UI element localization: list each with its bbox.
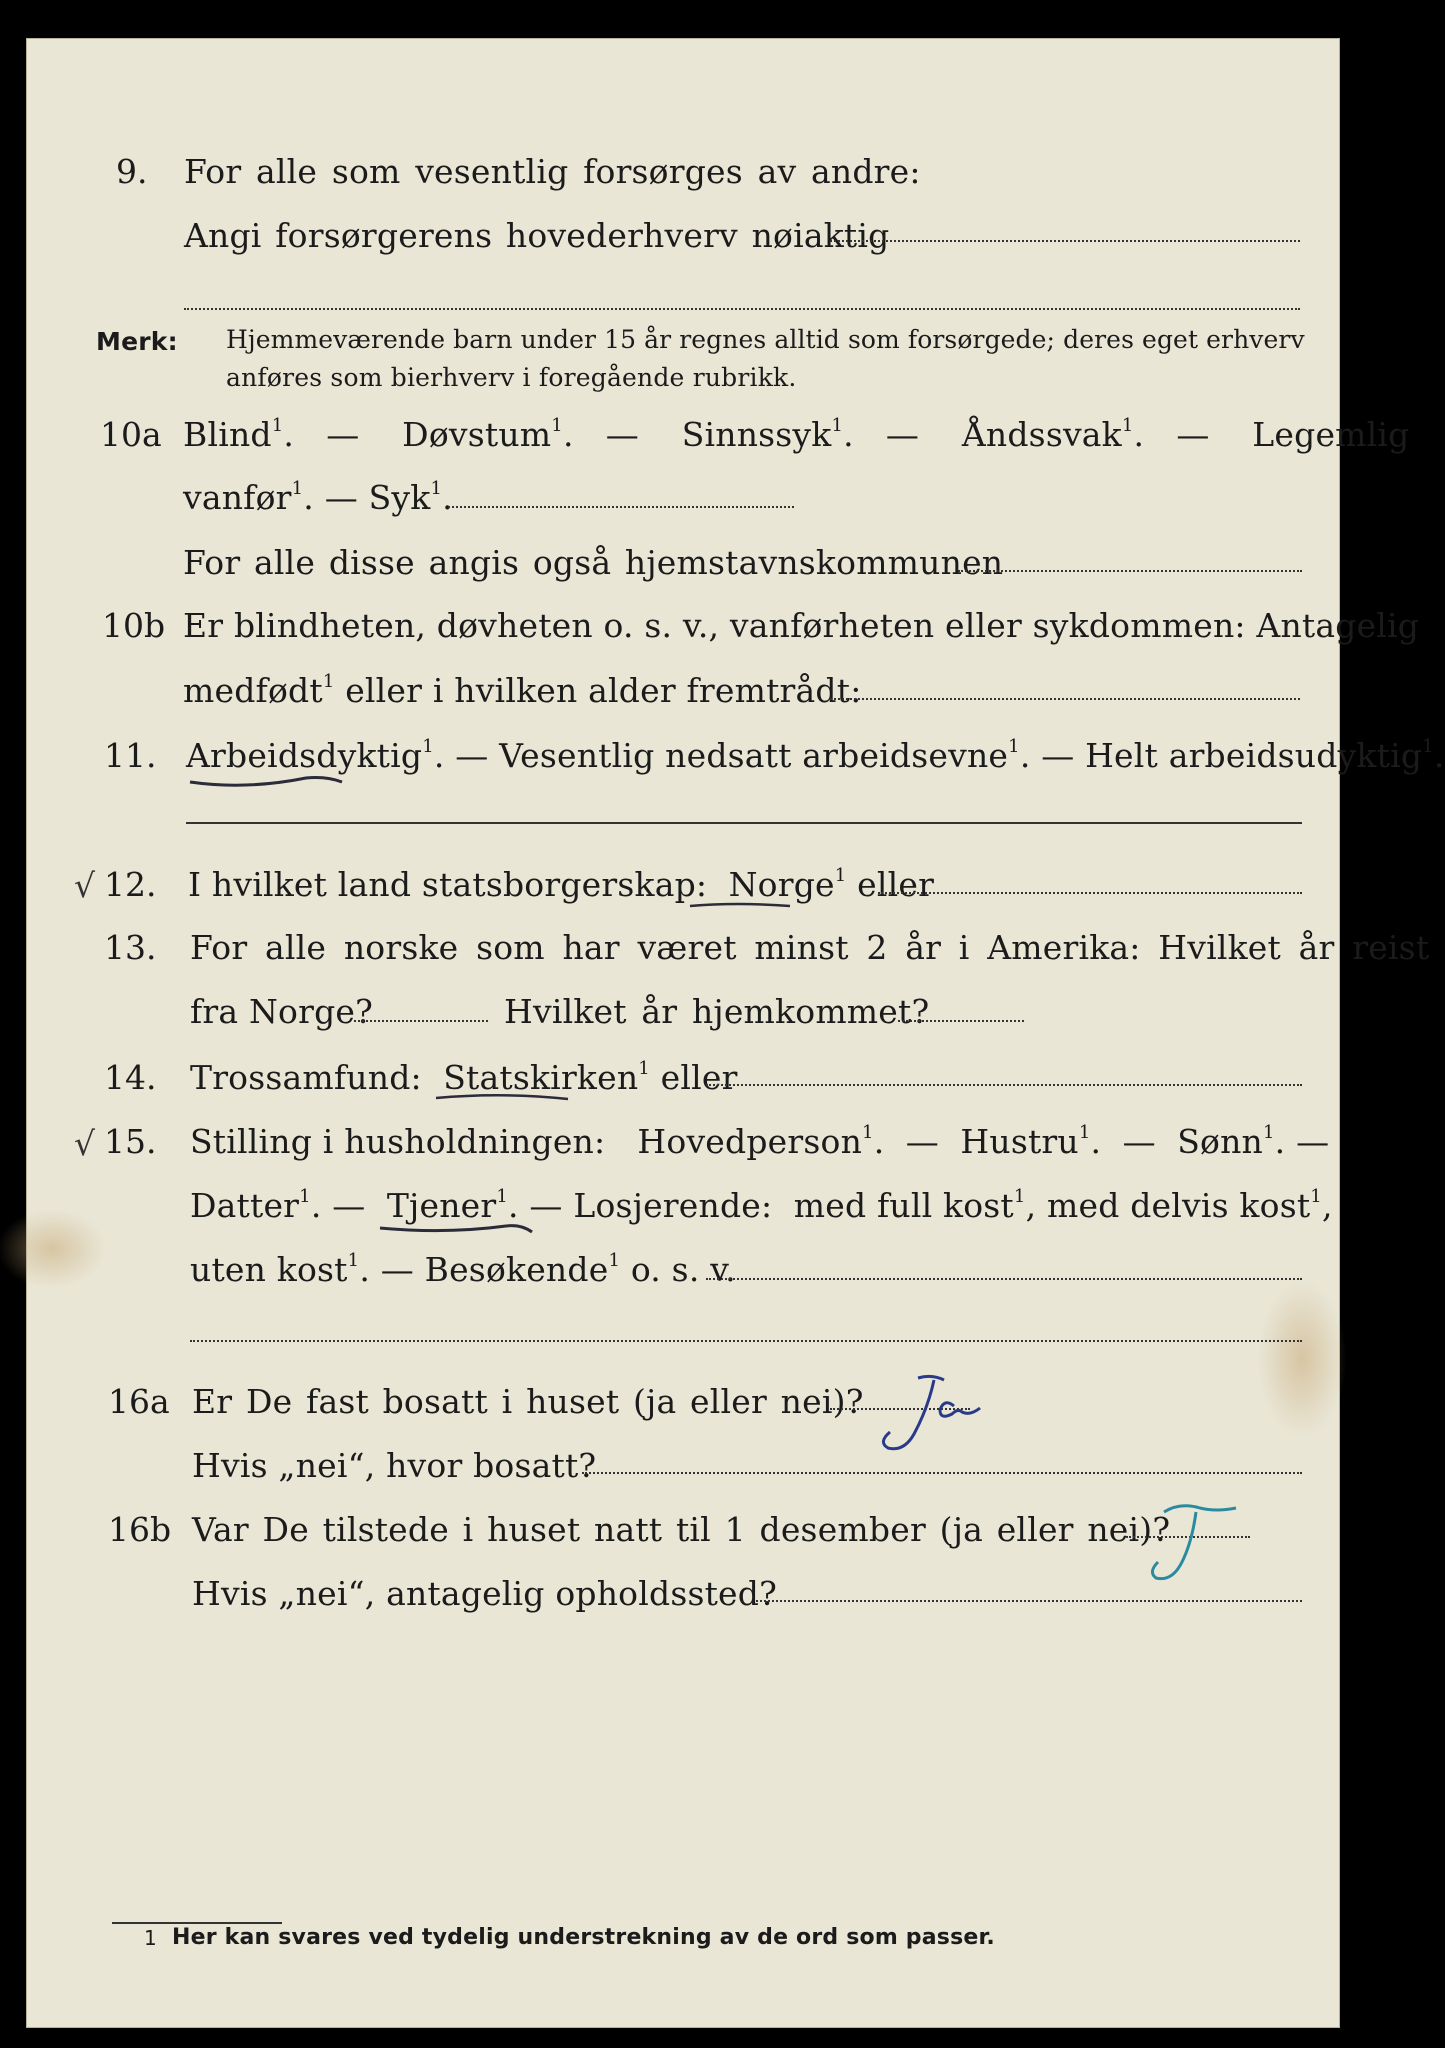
q10a-line1: Blind$^1$. — Døvstum$^1$. — Sinnssyk$^1$. — Åndssvak$^1$. — Legemlig	[183, 415, 1410, 454]
handwritten-underline	[686, 898, 796, 914]
footnote-text: Her kan svares ved tydelig understrekning av de ord som passer.	[172, 1925, 995, 1950]
q9-answer-line-2[interactable]	[184, 308, 1300, 310]
q15-answer-line-2[interactable]	[190, 1340, 1302, 1342]
q16a-bosatt-line[interactable]	[582, 1472, 1302, 1474]
option-tjener[interactable]: Tjener	[386, 1186, 497, 1225]
option-andssvak[interactable]: Åndssvak	[961, 415, 1122, 454]
handwritten-underline	[186, 770, 346, 794]
check-mark-q12: √	[74, 866, 96, 905]
q13-line1: For alle norske som har været minst 2 år i Amerika: Hvilket år reist	[190, 928, 1430, 967]
option-besokende[interactable]: Besøkende	[424, 1250, 609, 1289]
q12-answer-line[interactable]	[878, 892, 1302, 894]
q16a-number: 16a	[108, 1382, 170, 1421]
q16a-line1: Er De fast bosatt i huset (ja eller nei)?	[192, 1382, 864, 1421]
merk-label: Merk:	[96, 327, 178, 356]
q11-number: 11.	[104, 736, 157, 775]
merk-line1: Hjemmeværende barn under 15 år regnes alltid som forsørgede; deres eget erhverv	[226, 325, 1305, 354]
q10b-line2: medfødt$^1$ eller i hvilken alder fremtrådt:	[183, 671, 862, 710]
q9-number: 9.	[116, 152, 148, 191]
q16b-opholdssted-line[interactable]	[756, 1600, 1302, 1602]
q11-answer-line[interactable]	[186, 822, 1302, 824]
q16a-line2: Hvis „nei“, hvor bosatt?	[192, 1446, 597, 1485]
q15-answer-line[interactable]	[706, 1278, 1302, 1280]
option-syk[interactable]: Syk	[368, 478, 431, 517]
option-statskirken[interactable]: Statskirken	[443, 1058, 639, 1097]
option-delvis-kost[interactable]: med delvis kost	[1046, 1186, 1311, 1225]
merk-line2: anføres som bierhverv i foregående rubrikk.	[226, 363, 797, 392]
q13-hjemkommet-line[interactable]	[898, 1020, 1024, 1022]
paper-stain	[1257, 1279, 1347, 1439]
q9-line2: Angi forsørgerens hovederhverv nøiaktig	[184, 216, 890, 255]
q15-number: 15.	[104, 1122, 157, 1161]
handwritten-answer-ja	[870, 1368, 1020, 1460]
q11-line: Arbeidsdyktig$^1$. — Vesentlig nedsatt arbeidsevne$^1$. — Helt arbeidsudyktig$^1$.	[186, 736, 1445, 775]
option-full-kost[interactable]: med full kost	[793, 1186, 1014, 1225]
q16b-line1: Var De tilstede i huset natt til 1 desember (ja eller nei)?	[192, 1510, 1171, 1549]
q14-number: 14.	[104, 1058, 157, 1097]
option-blind[interactable]: Blind	[183, 415, 272, 454]
option-uten-kost[interactable]: uten kost	[190, 1250, 348, 1289]
option-sonn[interactable]: Sønn	[1177, 1122, 1263, 1161]
q16b-line2: Hvis „nei“, antagelig opholdssted?	[192, 1574, 777, 1613]
q10b-number: 10b	[102, 606, 166, 645]
option-vanfor[interactable]: vanfør	[183, 478, 292, 517]
q13-reist-line[interactable]	[354, 1020, 488, 1022]
option-norge[interactable]: Norge	[728, 865, 835, 904]
q13-fra-norge-label: fra Norge?	[190, 992, 374, 1031]
q10b-answer-line[interactable]	[830, 698, 1300, 700]
option-hovedperson[interactable]: Hovedperson	[637, 1122, 863, 1161]
q13-hjemkommet-label: Hvilket år hjemkommet?	[504, 992, 930, 1031]
q10a-line3: For alle disse angis også hjemstavnskommunen	[183, 543, 1004, 582]
handwritten-underline	[432, 1090, 572, 1106]
q14-line: Trossamfund: Statskirken$^1$ eller	[190, 1058, 738, 1097]
q10a-number: 10a	[100, 415, 162, 454]
option-datter[interactable]: Datter	[190, 1186, 300, 1225]
option-sinnssyk[interactable]: Sinnssyk	[681, 415, 832, 454]
q10a-line2: vanfør$^1$. — Syk$^1$.	[183, 478, 453, 517]
q12-number: 12.	[104, 865, 157, 904]
q12-line: I hvilket land statsborgerskap: Norge$^1$ eller	[188, 865, 935, 904]
q9-answer-line[interactable]	[830, 240, 1300, 242]
paper-stain	[0, 1209, 107, 1289]
q16b-number: 16b	[108, 1510, 172, 1549]
handwritten-answer-j	[1120, 1496, 1260, 1592]
q15-line2: Datter$^1$. — Tjener$^1$. — Losjerende: med full kost$^1$, med delvis kost$^1$,	[190, 1186, 1333, 1225]
q10a-answer-line[interactable]	[448, 506, 794, 508]
footnote-marker: 1	[144, 1926, 157, 1950]
q9-line1: For alle som vesentlig forsørges av andre:	[184, 152, 921, 191]
option-legemlig[interactable]: Legemlig	[1252, 415, 1410, 454]
option-hustru[interactable]: Hustru	[960, 1122, 1079, 1161]
option-arbeidsdyktig[interactable]: Arbeidsdyktig	[186, 736, 423, 775]
q10b-line1: Er blindheten, døvheten o. s. v., vanførheten eller sykdommen: Antagelig	[183, 606, 1420, 645]
option-dovstum[interactable]: Døvstum	[402, 415, 552, 454]
q14-answer-line[interactable]	[706, 1084, 1302, 1086]
handwritten-underline	[376, 1218, 536, 1240]
q10a-hjemstavn-line[interactable]	[958, 570, 1302, 572]
q15-line3: uten kost$^1$. — Besøkende$^1$ o. s. v.	[190, 1250, 736, 1289]
q13-number: 13.	[104, 928, 157, 967]
check-mark-q15: √	[74, 1124, 96, 1163]
q15-line1: Stilling i husholdningen: Hovedperson$^1$. — Hustru$^1$. — Sønn$^1$. —	[190, 1122, 1330, 1161]
